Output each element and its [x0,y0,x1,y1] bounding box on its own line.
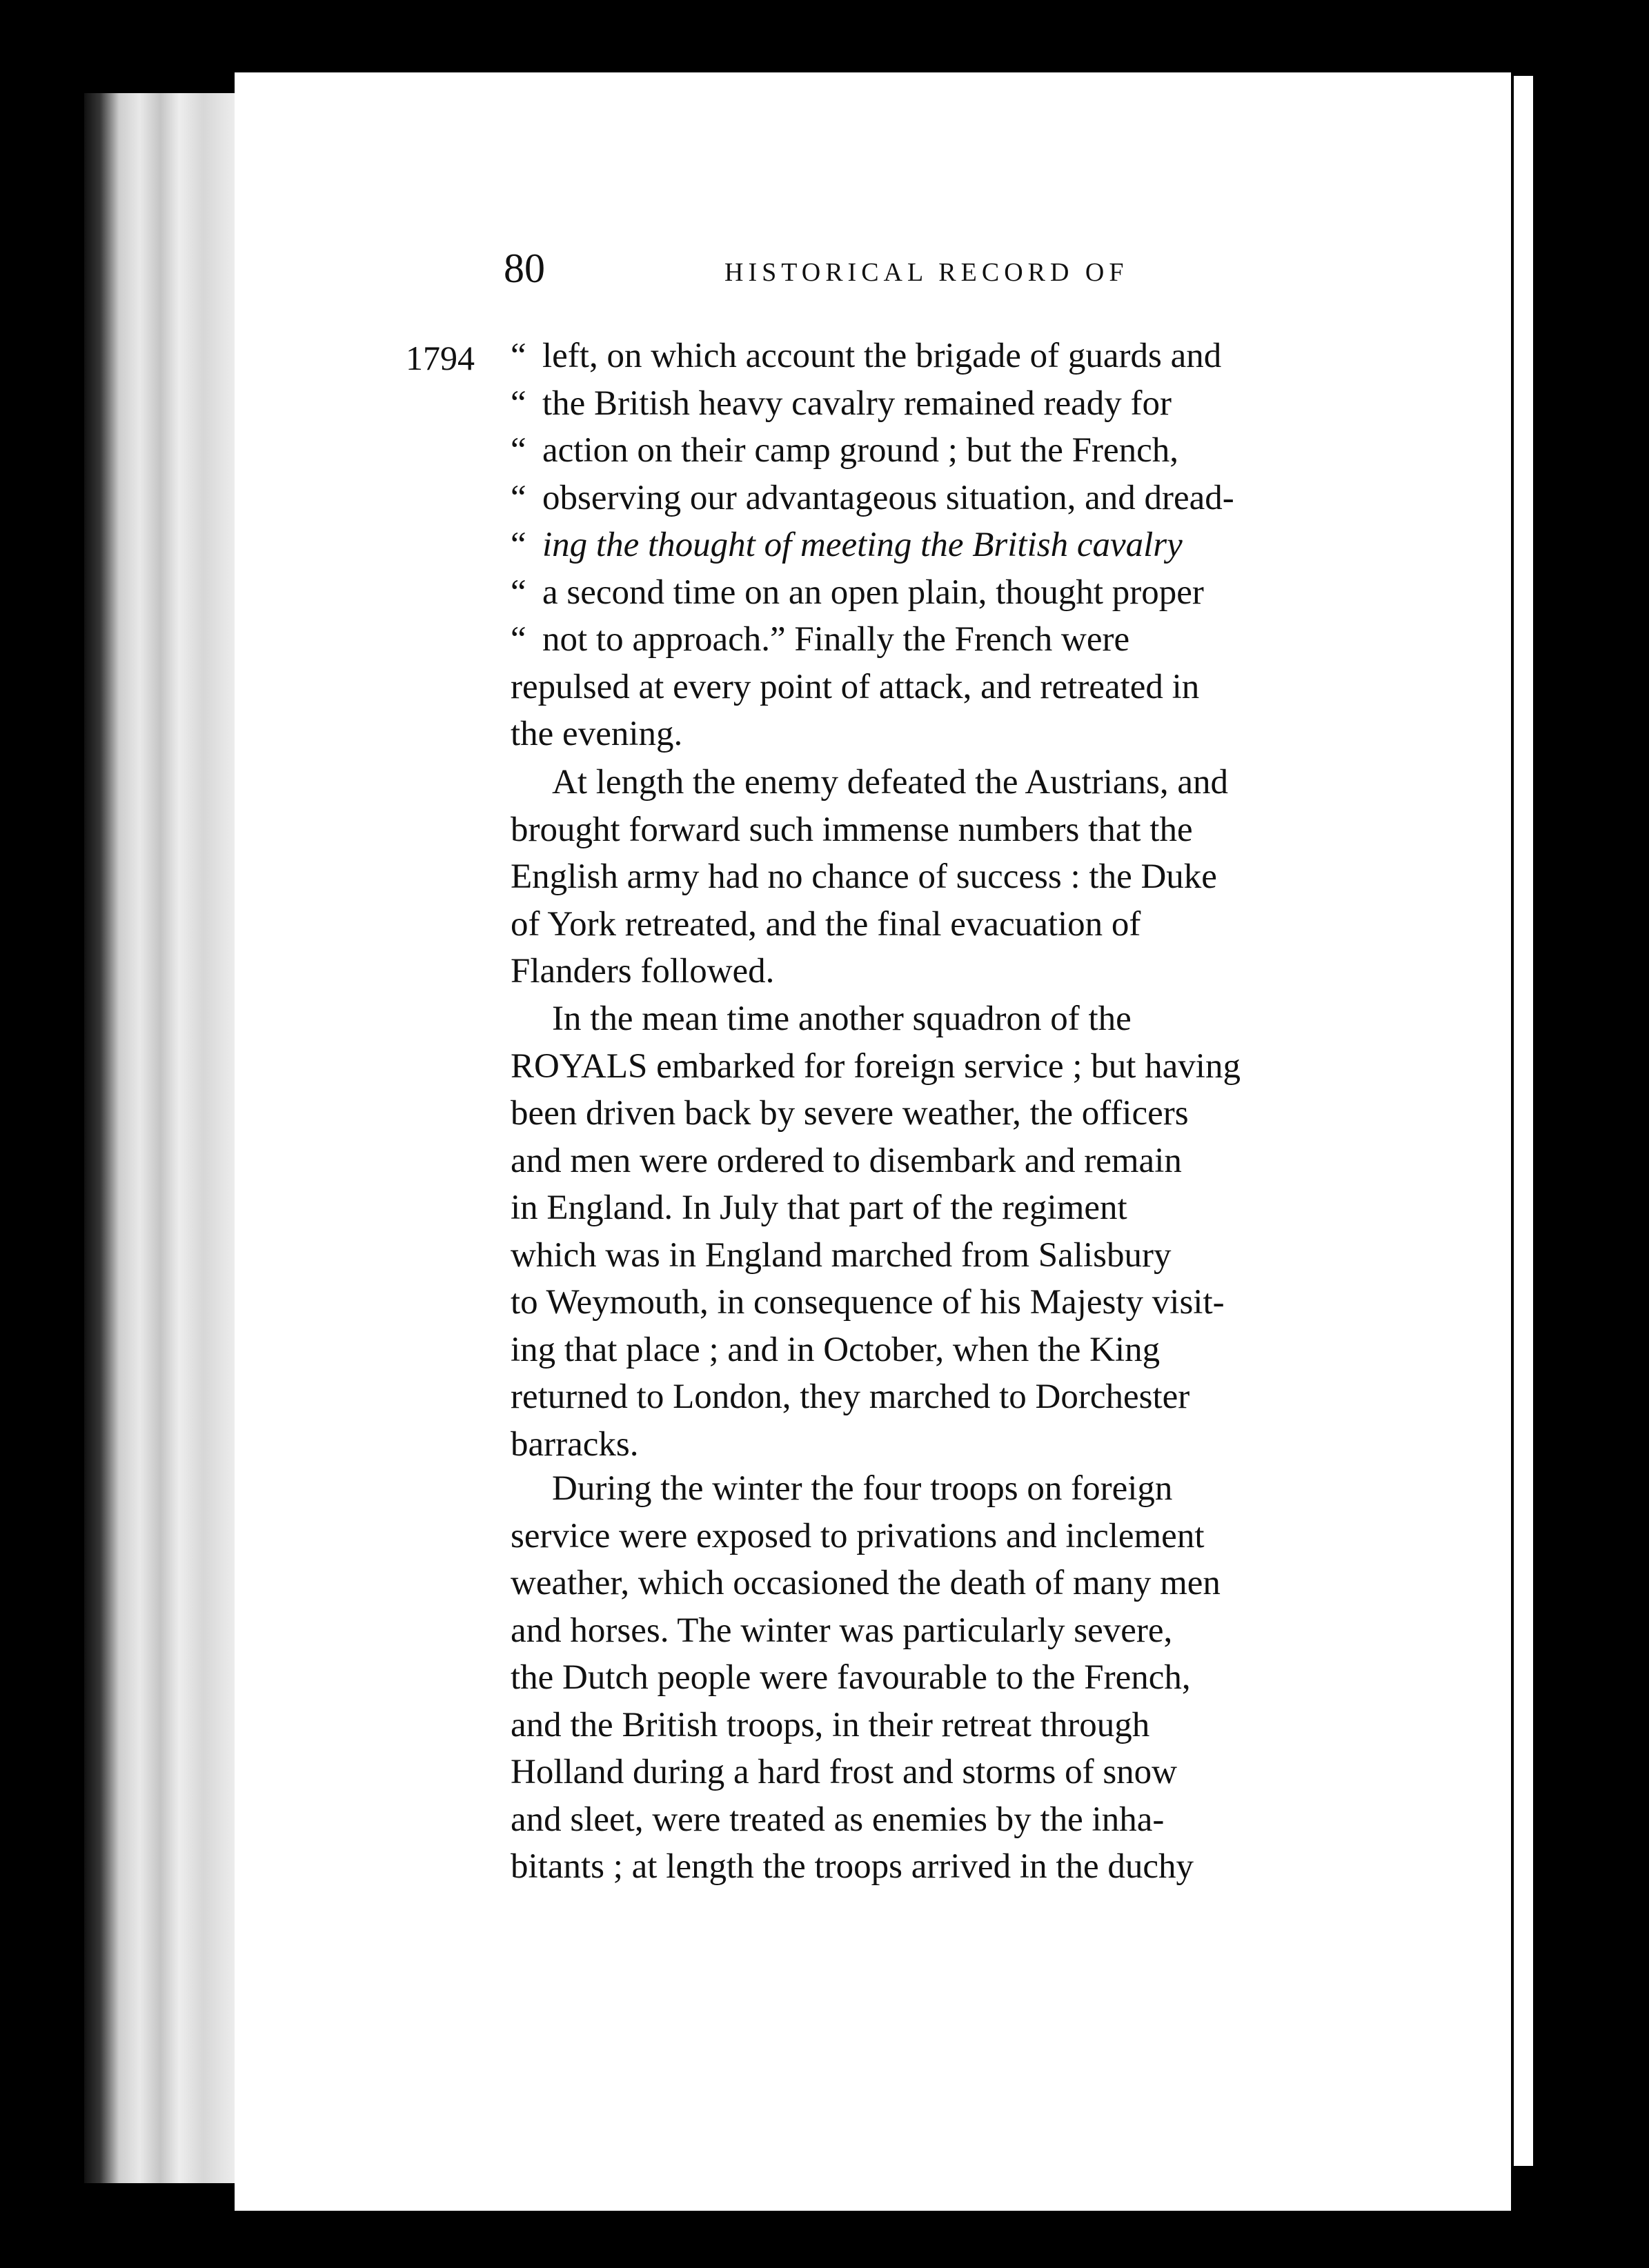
book-edge [84,93,243,2183]
text-line: “ not to approach.” Finally the French were [511,620,1130,659]
text-line: At length the enemy defeated the Austrians, and [552,763,1229,802]
text-line: In the mean time another squadron of the [552,999,1132,1038]
text-line: ROYALS embarked for foreign service ; but having [511,1046,1241,1086]
paragraph-royals-squadron [511,995,1352,1468]
text-line: barracks. [511,1424,639,1464]
text-line: “ observing our advantageous situation, and dread- [511,478,1234,517]
page-header [504,245,1194,293]
text-line: the Dutch people were favourable to the French, [511,1658,1191,1697]
text-line: and sleet, were treated as enemies by the inha- [511,1800,1165,1839]
page-number: 80 [504,246,545,291]
text-line: and the British troops, in their retreat through [511,1705,1150,1744]
text-line: been driven back by severe weather, the officers [511,1094,1189,1133]
text-line: and horses. The winter was particularly severe, [511,1611,1173,1650]
running-head: HISTORICAL RECORD OF [724,258,1129,287]
text-line: weather, which occasioned the death of many men [511,1564,1221,1602]
text-line: “ the British heavy cavalry remained ready for [511,384,1172,423]
paragraph-quoted-account [511,332,1352,758]
year-marginal-note: 1794 [406,339,475,377]
text-line: “ a second time on an open plain, thought proper [511,573,1204,612]
text-line: service were exposed to privations and inclement [511,1516,1205,1555]
text-line: which was in England marched from Salisbury [511,1235,1172,1275]
text-line: During the winter the four troops on foreign [552,1469,1173,1508]
right-page-edge [1511,76,1533,2166]
paragraph-winter-retreat [511,1465,1352,1891]
text-line: Holland during a hard frost and storms of snow [511,1753,1178,1791]
text-line: ing that place ; and in October, when the King [511,1330,1161,1369]
text-line: returned to London, they marched to Dorchester [511,1377,1190,1416]
text-line: Flanders followed. [511,952,775,991]
text-line: repulsed at every point of attack, and retreated in [511,667,1200,706]
text-line: in England. In July that part of the regiment [511,1188,1127,1227]
text-line: “ ing the thought of meeting the British cavalry [511,526,1183,564]
text-line: “ left, on which account the brigade of guards and [511,337,1222,375]
text-line: and men were ordered to disembark and remain [511,1141,1182,1180]
text-line: bitants ; at length the troops arrived in the duchy [511,1847,1194,1886]
text-line: the evening. [511,715,683,753]
text-line: to Weymouth, in consequence of his Majesty visit- [511,1283,1225,1322]
text-line: “ action on their camp ground ; but the French, [511,431,1179,470]
text-line: English army had no chance of success : the Duke [511,857,1217,896]
text-line: brought forward such immense numbers that the [511,810,1193,849]
paragraph-flanders-evacuation [511,759,1352,995]
text-line: of York retreated, and the final evacuation of [511,904,1141,944]
